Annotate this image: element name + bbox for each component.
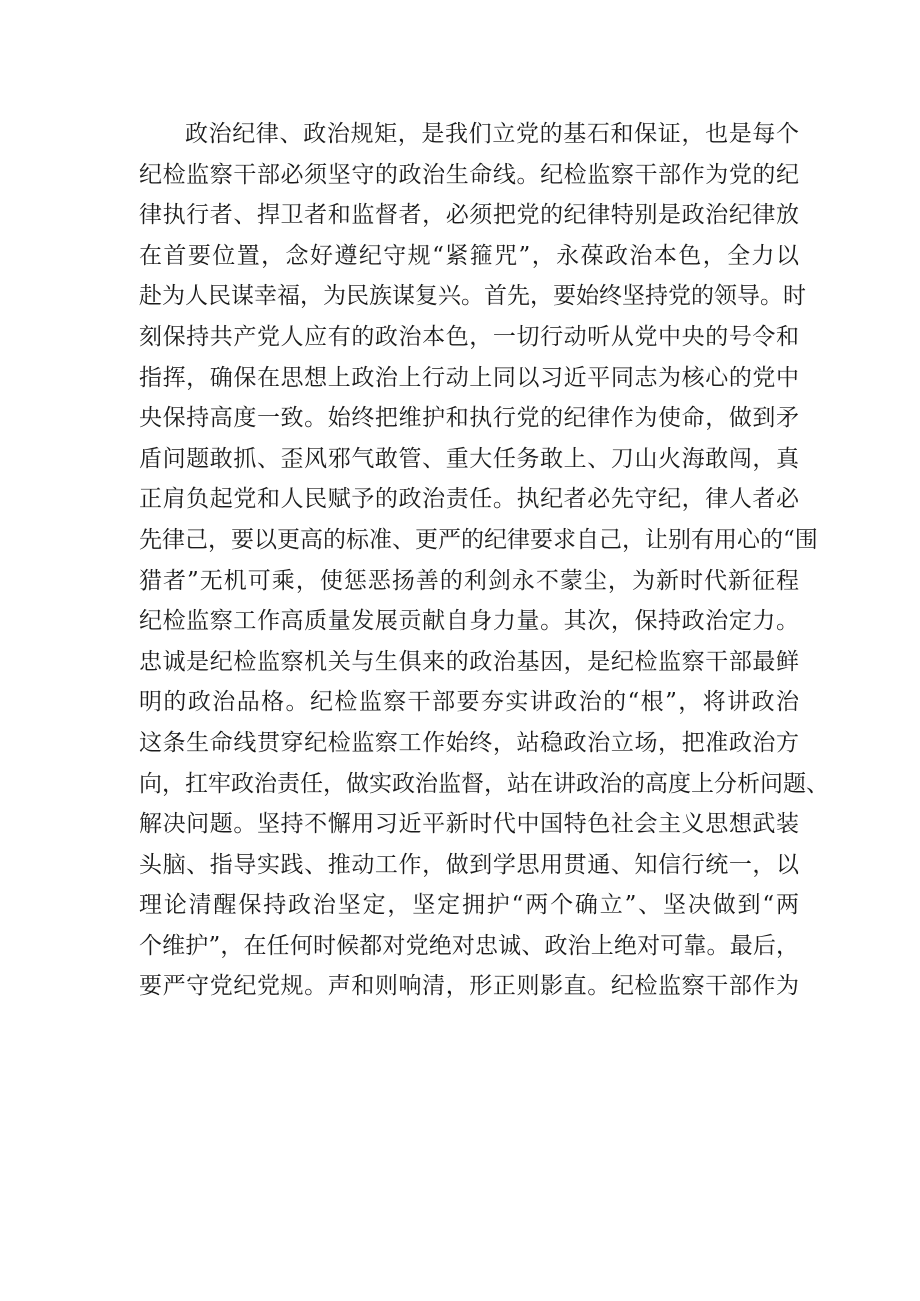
text-line-21: 个维护”，在任何时候都对党绝对忠诚、政治上绝对可靠。最后， [139, 932, 799, 959]
text-line-15: 明的政治品格。纪检监察干部要夯实讲政治的“根”，将讲政治 [139, 689, 799, 716]
text-line-22: 要严守党纪党规。声和则响清，形正则影直。纪检监察干部作为 [139, 973, 799, 1000]
text-line-2: 纪检监察干部必须坚守的政治生命线。纪检监察干部作为党的纪 [139, 161, 799, 188]
text-line-4: 在首要位置，念好遵纪守规“紧箍咒”，永葆政治本色，全力以 [139, 242, 799, 269]
text-line-3: 律执行者、捍卫者和监督者，必须把党的纪律特别是政治纪律放 [139, 202, 799, 229]
text-line-5: 赴为人民谋幸福，为民族谋复兴。首先，要始终坚持党的领导。时 [139, 283, 806, 310]
text-line-7: 指挥，确保在思想上政治上行动上同以习近平同志为核心的党中 [139, 364, 799, 391]
text-line-11: 先律己，要以更高的标准、更严的纪律要求自己，让别有用心的“围 [139, 526, 818, 553]
text-line-17: 向，扛牢政治责任，做实政治监督，站在讲政治的高度上分析问题、 [139, 770, 829, 797]
text-line-8: 央保持高度一致。始终把维护和执行党的纪律作为使命，做到矛 [139, 405, 799, 432]
text-line-13: 纪检监察工作高质量发展贡献自身力量。其次，保持政治定力。 [139, 608, 799, 635]
text-line-10: 正肩负起党和人民赋予的政治责任。执纪者必先守纪，律人者必 [139, 486, 799, 513]
text-line-1: 政治纪律、政治规矩，是我们立党的基石和保证，也是每个 [185, 121, 799, 147]
text-line-20: 理论清醒保持政治坚定，坚定拥护“两个确立”、坚决做到“两 [139, 892, 799, 919]
text-line-19: 头脑、指导实践、推动工作，做到学思用贯通、知信行统一，以 [139, 851, 799, 878]
text-line-6: 刻保持共产党人应有的政治本色，一切行动听从党中央的号令和 [139, 323, 799, 350]
text-line-12: 猎者”无机可乘，使惩恶扬善的利剑永不蒙尘，为新时代新征程 [139, 567, 799, 594]
body-paragraph [139, 114, 829, 1007]
text-line-9: 盾问题敢抓、歪风邪气敢管、重大任务敢上、刀山火海敢闯，真 [139, 445, 799, 472]
text-line-14: 忠诚是纪检监察机关与生俱来的政治基因，是纪检监察干部最鲜 [139, 648, 799, 675]
text-line-16: 这条生命线贯穿纪检监察工作始终，站稳政治立场，把准政治方 [139, 729, 799, 756]
text-line-18: 解决问题。坚持不懈用习近平新时代中国特色社会主义思想武装 [139, 811, 799, 838]
